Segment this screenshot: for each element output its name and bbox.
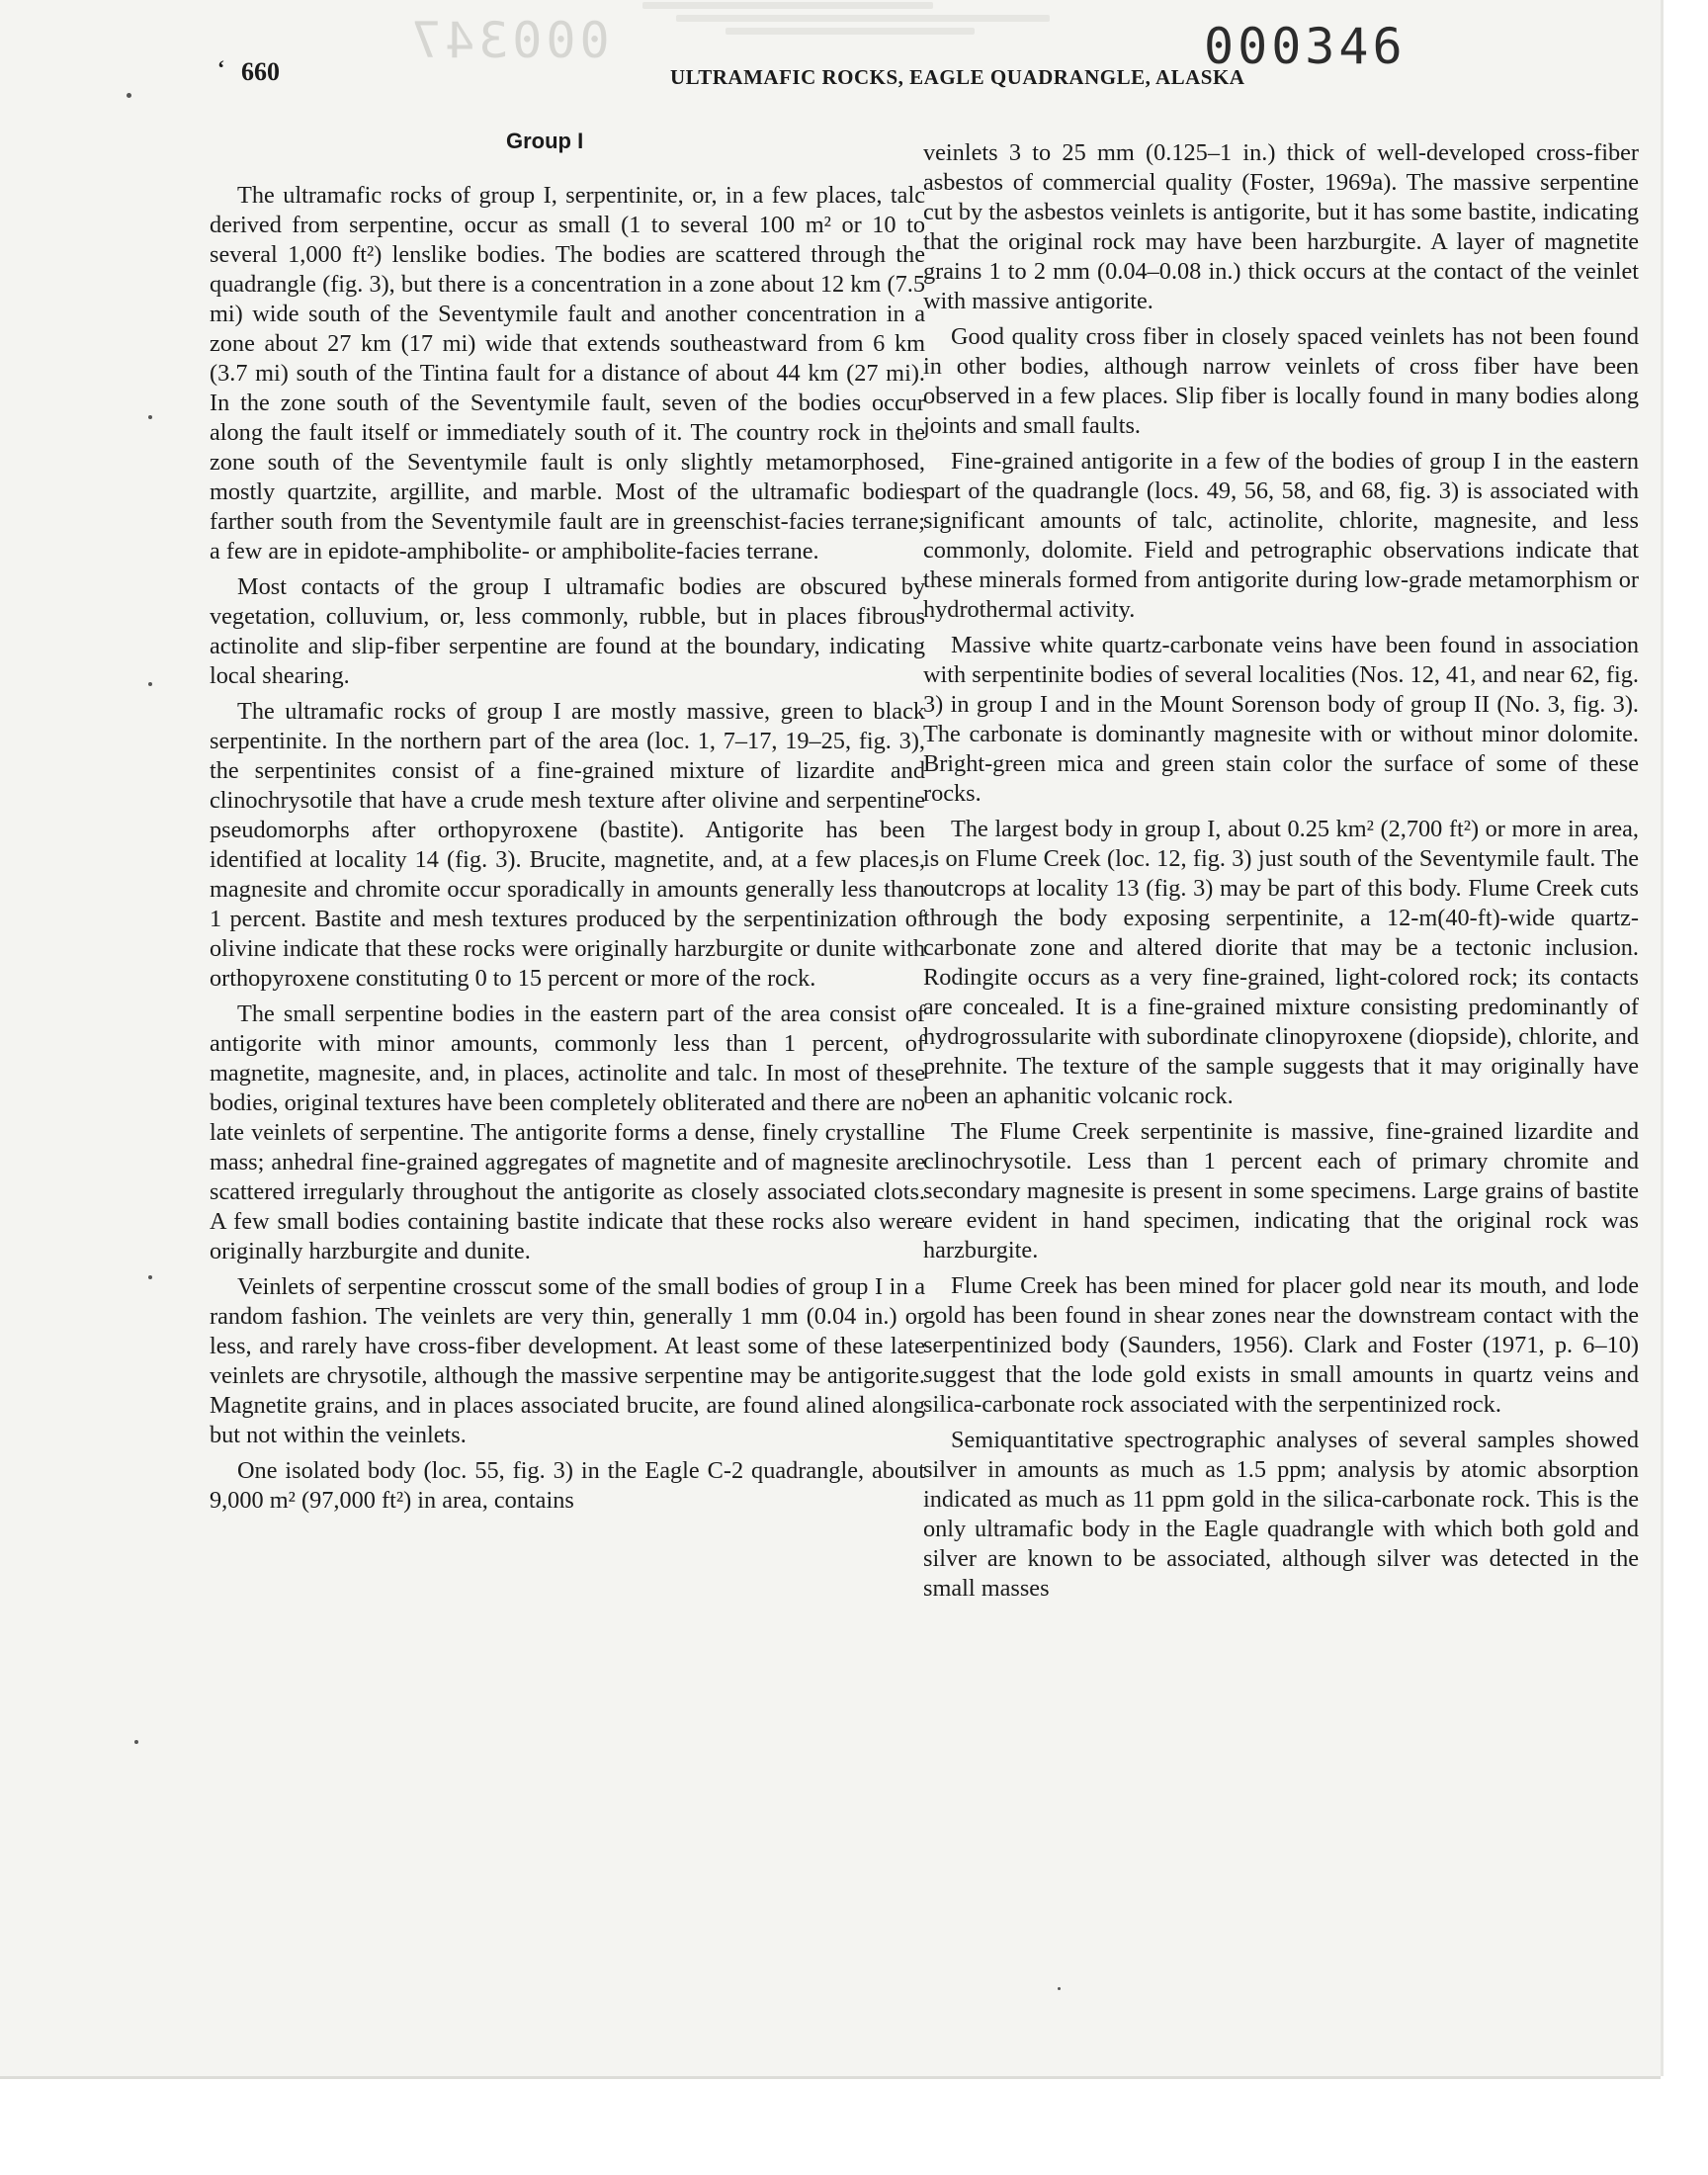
document-stamp-number: 000346	[1204, 18, 1407, 75]
paragraph: The ultramafic rocks of group I are mostly massive, green to black serpentinite. In the northern part of the area (loc. 1, 7–17, 19–25, fig. 3), the serpentinites consist of a fine-grained mixture of lizardite and clinochrysotile that have a crude mesh texture after olivine and serpentine pseudomorphs after orthopyroxene (bastite). Antigorite has been identified at locality 14 (fig. 3). Brucite, magnetite, and, at a few places, magnesite and chromite occur sporadically in amounts generally less than 1 percent. Bastite and mesh textures produced by the serpentinization of olivine indicate that these rocks were originally harzburgite or dunite with orthopyroxene constituting 0 to 15 percent or more of the rock.	[210, 698, 925, 992]
ghost-stamp-number: 000347	[407, 12, 610, 69]
paragraph: Massive white quartz-carbonate veins have been found in association with serpentinite bodies of several localities (Nos. 12, 41, and near 62, fig. 3) in group I and in the Mount Sorenson body of group II (No. 3, fig. 3). The carbonate is dominantly magnesite with or without minor dolomite. Bright-green mica and green stain color the surface of some of these rocks.	[923, 632, 1639, 807]
page-number: 660	[241, 57, 280, 86]
paragraph: Semiquantitative spectrographic analyses of several samples showed silver in amounts as much as 1.5 ppm; analysis by atomic absorption indicated as much as 11 ppm gold in the silica-carbonate rock. This is the only ultramafic body in the Eagle quadrangle with which both gold and silver are known to be associated, although silver was detected in the small masses	[923, 1427, 1639, 1602]
paper-edge-bottom	[0, 2076, 1661, 2079]
paragraph: Fine-grained antigorite in a few of the bodies of group I in the eastern part of the quadrangle (locs. 49, 56, 58, and 68, fig. 3) is associated with significant amounts of talc, actinolite, chlorite, magnesite, and less commonly, dolomite. Field and petrographic observations indicate that these minerals formed from antigorite during low-grade metamorphism or hydrothermal activity.	[923, 448, 1639, 623]
scan-speck	[127, 93, 131, 98]
scan-speck	[148, 415, 152, 419]
scan-speck	[1058, 1987, 1061, 1990]
paragraph: Good quality cross fiber in closely spaced veinlets has not been found in other bodies, although narrow veinlets of cross fiber have been observed in a few places. Slip fiber is locally found in many bodies along joints and small faults.	[923, 323, 1639, 439]
running-title: ULTRAMAFIC ROCKS, EAGLE QUADRANGLE, ALASKA	[670, 65, 1245, 89]
section-heading: Group I	[506, 129, 584, 153]
margin-mark: ‘	[217, 55, 225, 80]
paragraph: Most contacts of the group I ultramafic bodies are obscured by vegetation, colluvium, or, less commonly, rubble, but in places fibrous actinolite and slip-fiber serpentine are found at the boundary, indicating local shearing.	[210, 573, 925, 689]
paragraph: The ultramafic rocks of group I, serpentinite, or, in a few places, talc derived from serpentine, occur as small (1 to several 100 m² or 10 to several 1,000 ft²) lenslike bodies. The bodies are scattered through the quadrangle (fig. 3), but there is a concentration in a zone about 12 km (7.5 mi) wide south of the Seventymile fault and another concentration in a zone about 27 km (17 mi) wide that extends southeastward from 6 km (3.7 mi) south of the Tintina fault for a distance of about 44 km (27 mi). In the zone south of the Seventymile fault, seven of the bodies occur along the fault itself or immediately south of it. The country rock in the zone south of the Seventymile fault is only slightly metamorphosed, mostly quartzite, argillite, and marble. Most of the ultramafic bodies farther south from the Seventymile fault are in greenschist-facies terrane; a few are in epidote-amphibolite- or amphibolite-facies terrane.	[210, 182, 925, 565]
paragraph-continued: veinlets 3 to 25 mm (0.125–1 in.) thick of well-developed cross-fiber asbestos of commercial quality (Foster, 1969a). The massive serpentine cut by the asbestos veinlets is antigorite, but it has some bastite, indicating that the original rock may have been harzburgite. A layer of magnetite grains 1 to 2 mm (0.04–0.08 in.) thick occurs at the contact of the veinlet with massive antigorite.	[923, 139, 1639, 314]
paper-edge-right	[1661, 0, 1664, 2076]
right-column	[923, 138, 1639, 1610]
scan-speck	[148, 1275, 152, 1279]
scan-speck	[134, 1740, 138, 1744]
bleed-through-ghost-text	[642, 2, 1058, 47]
paragraph: Flume Creek has been mined for placer gold near its mouth, and lode gold has been found in shear zones near the downstream contact with the serpentinized body (Saunders, 1956). Clark and Foster (1971, p. 6–10) suggest that the lode gold exists in small amounts in quartz veins and silica-carbonate rock associated with the serpentinized rock.	[923, 1272, 1639, 1418]
paragraph: The Flume Creek serpentinite is massive, fine-grained lizardite and clinochrysotile. Less than 1 percent each of primary chromite and secondary magnesite is present in some specimens. Large grains of bastite are evident in hand specimen, indicating that the original rock was harzburgite.	[923, 1118, 1639, 1263]
paragraph: The small serpentine bodies in the eastern part of the area consist of antigorite with minor amounts, commonly less than 1 percent, of magnetite, magnesite, and, in places, actinolite and talc. In most of these bodies, original textures have been completely obliterated and there are no late veinlets of serpentine. The antigorite forms a dense, finely crystalline mass; anhedral fine-grained aggregates of magnetite and of magnesite are scattered irregularly throughout the antigorite as closely associated clots. A few small bodies containing bastite indicate that these rocks also were originally harzburgite and dunite.	[210, 1000, 925, 1264]
paragraph: One isolated body (loc. 55, fig. 3) in the Eagle C-2 quadrangle, about 9,000 m² (97,000 ft²) in area, contains	[210, 1457, 925, 1514]
paragraph: The largest body in group I, about 0.25 km² (2,700 ft²) or more in area, is on Flume Creek (loc. 12, fig. 3) just south of the Seventymile fault. The outcrops at locality 13 (fig. 3) may be part of this body. Flume Creek cuts through the body exposing serpentinite, a 12-m(40-ft)-wide quartz-carbonate zone and altered diorite that may be a tectonic inclusion. Rodingite occurs as a very fine-grained, light-colored rock; its contacts are concealed. It is a fine-grained mixture consisting predominantly of hydrogrossularite with subordinate clinopyroxene (diopside), chlorite, and prehnite. The texture of the sample suggests that it may originally have been an aphanitic volcanic rock.	[923, 816, 1639, 1109]
left-column	[210, 181, 925, 1522]
scan-speck	[148, 682, 152, 686]
paragraph: Veinlets of serpentine crosscut some of the small bodies of group I in a random fashion. The veinlets are very thin, generally 1 mm (0.04 in.) or less, and rarely have cross-fiber development. At least some of these late veinlets are chrysotile, although the massive serpentine may be antigorite. Magnetite grains, and in places associated brucite, are found alined along but not within the veinlets.	[210, 1273, 925, 1448]
